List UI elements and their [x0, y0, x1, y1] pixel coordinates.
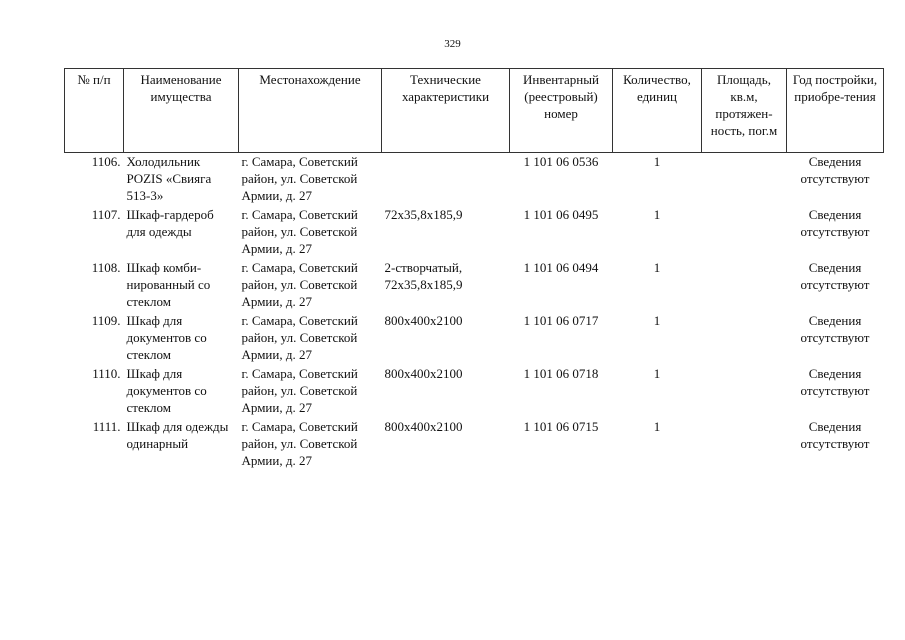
row-quantity: 1 — [653, 154, 661, 169]
row-tech: 72x35,8x185,9 — [384, 207, 463, 222]
row-area — [702, 206, 787, 259]
row-tech: 800x400x2100 — [384, 366, 463, 381]
row-number: 1111. — [92, 419, 121, 434]
row-area — [702, 418, 787, 471]
row-inventory: 1 101 06 0718 — [523, 366, 599, 381]
page-number: 329 — [444, 38, 461, 50]
row-year: Сведения отсутствуют — [800, 260, 870, 292]
row-quantity: 1 — [653, 366, 661, 381]
row-year: Сведения отсутствуют — [800, 154, 870, 186]
row-name: Шкаф для документов со стеклом — [126, 366, 207, 415]
row-tech — [382, 153, 510, 207]
row-location: г. Самара, Советский район, ул. Советской Армии, д. 27 — [241, 154, 358, 203]
row-number: 1109. — [91, 313, 121, 328]
header-num: № п/п — [65, 69, 124, 153]
row-name: Холодильник POZIS «Свияга 513-3» — [126, 154, 212, 203]
row-inventory: 1 101 06 0495 — [523, 207, 599, 222]
row-location: г. Самара, Советский район, ул. Советской Армии, д. 27 — [241, 260, 358, 309]
row-name: Шкаф для одежды одинарный — [126, 419, 229, 451]
row-tech: 800x400x2100 — [384, 313, 463, 328]
table-header-row — [65, 69, 884, 153]
table-row — [65, 259, 884, 312]
row-inventory: 1 101 06 0494 — [523, 260, 599, 275]
header-quantity: Количество, единиц — [613, 69, 702, 153]
row-number: 1106. — [91, 154, 121, 169]
row-location: г. Самара, Советский район, ул. Советской Армии, д. 27 — [241, 207, 358, 256]
row-location: г. Самара, Советский район, ул. Советской Армии, д. 27 — [241, 419, 358, 468]
row-inventory: 1 101 06 0717 — [523, 313, 599, 328]
table-row — [65, 418, 884, 471]
row-year: Сведения отсутствуют — [800, 313, 870, 345]
table-row — [65, 206, 884, 259]
row-location: г. Самара, Советский район, ул. Советской Армии, д. 27 — [241, 366, 358, 415]
row-inventory: 1 101 06 0536 — [523, 154, 599, 169]
row-number: 1108. — [91, 260, 121, 275]
row-area — [702, 312, 787, 365]
row-area — [702, 365, 787, 418]
header-year: Год постройки, приобре-тения — [787, 69, 884, 153]
row-quantity: 1 — [653, 313, 661, 328]
property-register-table — [64, 68, 884, 471]
table-row — [65, 312, 884, 365]
row-year: Сведения отсутствуют — [800, 207, 870, 239]
row-area — [702, 259, 787, 312]
header-area: Площадь, кв.м, протяжен-ность, пог.м — [702, 69, 787, 153]
header-inventory: Инвентарный (реестровый) номер — [510, 69, 613, 153]
row-location: г. Самара, Советский район, ул. Советской Армии, д. 27 — [241, 313, 358, 362]
header-name: Наименование имущества — [124, 69, 239, 153]
row-number: 1110. — [92, 366, 121, 381]
header-location: Местонахождение — [239, 69, 382, 153]
row-number: 1107. — [91, 207, 121, 222]
row-inventory: 1 101 06 0715 — [523, 419, 599, 434]
row-area — [702, 153, 787, 207]
row-quantity: 1 — [653, 207, 661, 222]
header-tech: Технические характеристики — [382, 69, 510, 153]
row-name: Шкаф комби-нированный со стеклом — [126, 260, 211, 309]
row-year: Сведения отсутствуют — [800, 366, 870, 398]
row-tech: 2-створчатый, 72x35,8x185,9 — [384, 260, 463, 292]
row-year: Сведения отсутствуют — [800, 419, 870, 451]
table-row — [65, 365, 884, 418]
row-tech: 800x400x2100 — [384, 419, 463, 434]
table-row — [65, 153, 884, 207]
row-name: Шкаф для документов со стеклом — [126, 313, 207, 362]
row-name: Шкаф-гардероб для одежды — [126, 207, 214, 239]
row-quantity: 1 — [653, 260, 661, 275]
row-quantity: 1 — [653, 419, 661, 434]
